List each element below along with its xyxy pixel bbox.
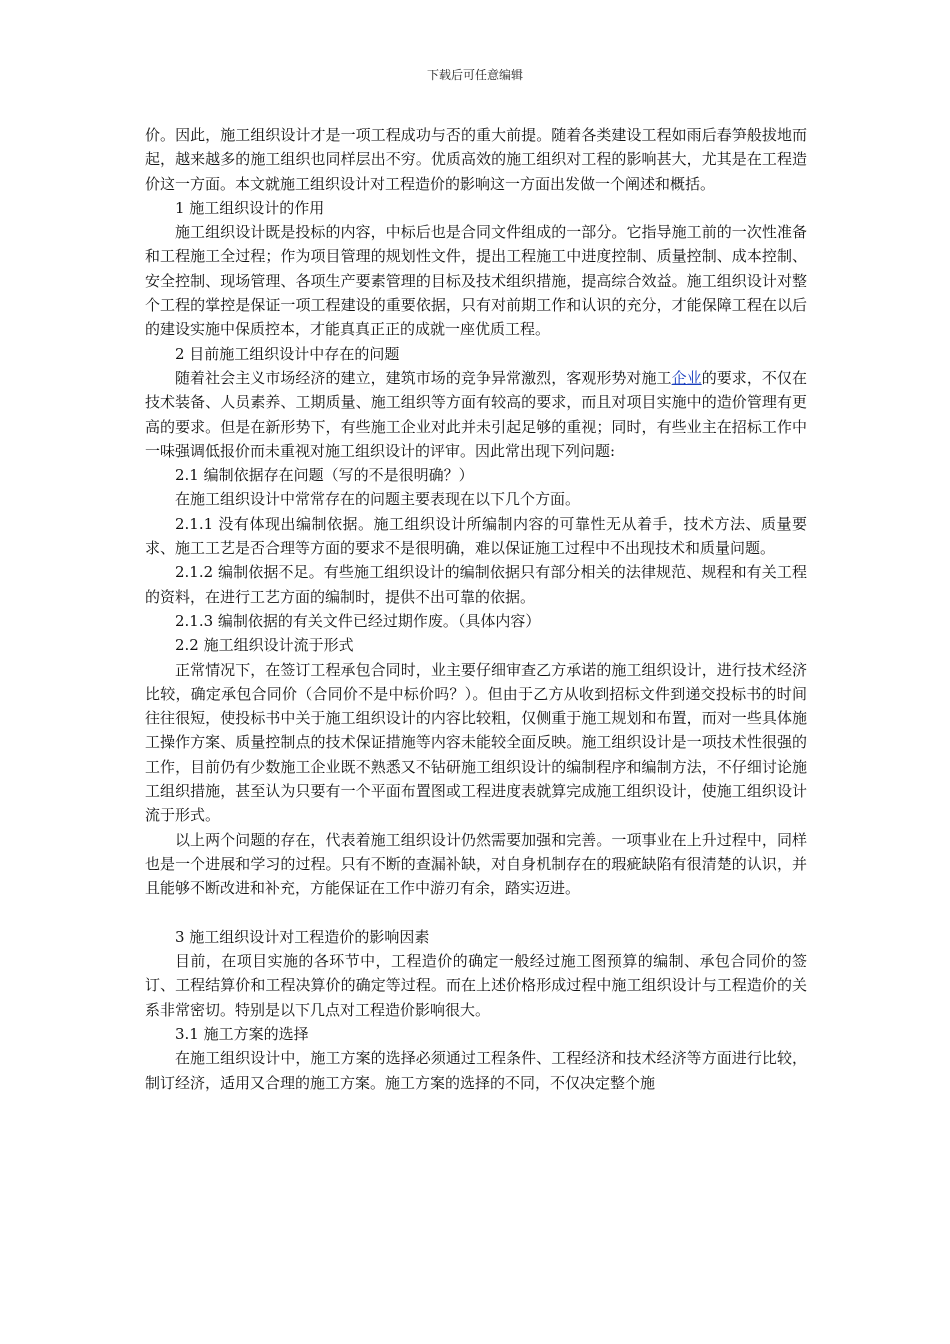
page-header: 下载后可任意编辑 — [426, 68, 523, 82]
paragraph: 2.1.1 没有体现出编制依据。施工组织设计所编制内容的可靠性无从着手，技术方法、质量要求、施工工艺是否合理等方面的要求不是很明确，难以保证施工过程中不出现技术和质量问题。 — [145, 514, 807, 558]
section-heading-2: 2 目前施工组织设计中存在的问题 — [175, 344, 400, 363]
document-body — [145, 123, 807, 1095]
paragraph: 施工组织设计既是投标的内容，中标后也是合同文件组成的一部分。它指导施工前的一次性准备和工程施工全过程；作为项目管理的规划性文件，提出工程施工中进度控制、质量控制、成本控制、安全控制、现场管理、各项生产要素管理的目标及技术组织措施，提高综合效益。施工组织设计对整个工程的掌控是保证一项工程建设的重要依据，只有对前期工作和认识的充分，才能保障工程在以后的建设实施中保质控本，才能真真正正的成就一座优质工程。 — [145, 223, 807, 339]
subsection-heading-2-2: 2.2 施工组织设计流于形式 — [175, 636, 354, 655]
blank-line — [145, 901, 807, 925]
enterprise-link[interactable]: 企业 — [671, 368, 702, 387]
paragraph: 正常情况下，在签订工程承包合同时，业主要仔细审查乙方承诺的施工组织设计，进行技术经济比较，确定承包合同价（合同价不是中标价吗？）。但由于乙方从收到招标文件到递交投标书的时间往往很短，使投标书中关于施工组织设计的内容比较粗，仅侧重于施工规划和布置，而对一些具体施工操作方案、质量控制点的技术保证措施等内容未能较全面反映。施工组织设计是一项技术性很强的工作，目前仍有少数施工企业既不熟悉又不钻研施工组织设计的编制程序和编制方法，不仔细讨论施工组织措施，甚至认为只要有一个平面布置图或工程进度表就算完成施工组织设计，使施工组织设计流于形式。 — [145, 660, 807, 825]
section-heading-1: 1 施工组织设计的作用 — [175, 198, 325, 217]
paragraph: 2.1.2 编制依据不足。有些施工组织设计的编制依据只有部分相关的法律规范、规程和有关工程的资料，在进行工艺方面的编制时，提供不出可靠的依据。 — [145, 563, 807, 606]
paragraph: 在施工组织设计中，施工方案的选择必须通过工程条件、工程经济和技术经济等方面进行比较，制订经济，适用又合理的施工方案。施工方案的选择的不同，不仅决定整个施 — [145, 1049, 807, 1092]
paragraph: 目前，在项目实施的各环节中，工程造价的确定一般经过施工图预算的编制、承包合同价的签订、工程结算价和工程决算价的确定等过程。而在上述价格形成过程中施工组织设计与工程造价的关系非常密切。特别是以下几点对工程造价影响很大。 — [145, 952, 807, 1019]
paragraph: 在施工组织设计中常常存在的问题主要表现在以下几个方面。 — [175, 490, 581, 509]
section-heading-3: 3 施工组织设计对工程造价的影响因素 — [175, 927, 430, 946]
paragraph-intro-continued: 价。因此，施工组织设计才是一项工程成功与否的重大前提。随着各类建设工程如雨后春笋般拔地而起，越来越多的施工组织也同样层出不穷。优质高效的施工组织对工程的影响甚大，尤其是在工程造价这一方面。本文就施工组织设计对工程造价的影响这一方面出发做一个阐述和概括。 — [145, 126, 807, 193]
paragraph-text: 随着社会主义市场经济的建立，建筑市场的竞争异常激烈，客观形势对施工 — [175, 368, 672, 387]
subsection-heading-2-1: 2.1 编制依据存在问题（写的不是很明确？） — [175, 466, 474, 485]
paragraph-text: 的要求，不仅在技术装备、人员素养、工期质量、施工组织等方面有较高的要求，而且对项目实施中的造价管理有更高的要求。但是在新形势下，有些施工企业对此并未引起足够的重视；同时，有些业主在招标工作中一味强调低报价而未重视对施工组织设计的评审。因此常出现下列问题: — [145, 368, 807, 460]
paragraph-with-link — [145, 366, 807, 463]
paragraph: 2.1.3 编制依据的有关文件已经过期作废。（具体内容） — [175, 611, 541, 630]
paragraph: 以上两个问题的存在，代表着施工组织设计仍然需要加强和完善。一项事业在上升过程中，同样也是一个进展和学习的过程。只有不断的查漏补缺，对自身机制存在的瑕疵缺陷有很清楚的认识，并且能够不断改进和补充，方能保证在工作中游刃有余，踏实迈进。 — [145, 830, 807, 898]
subsection-heading-3-1: 3.1 施工方案的选择 — [175, 1024, 309, 1043]
